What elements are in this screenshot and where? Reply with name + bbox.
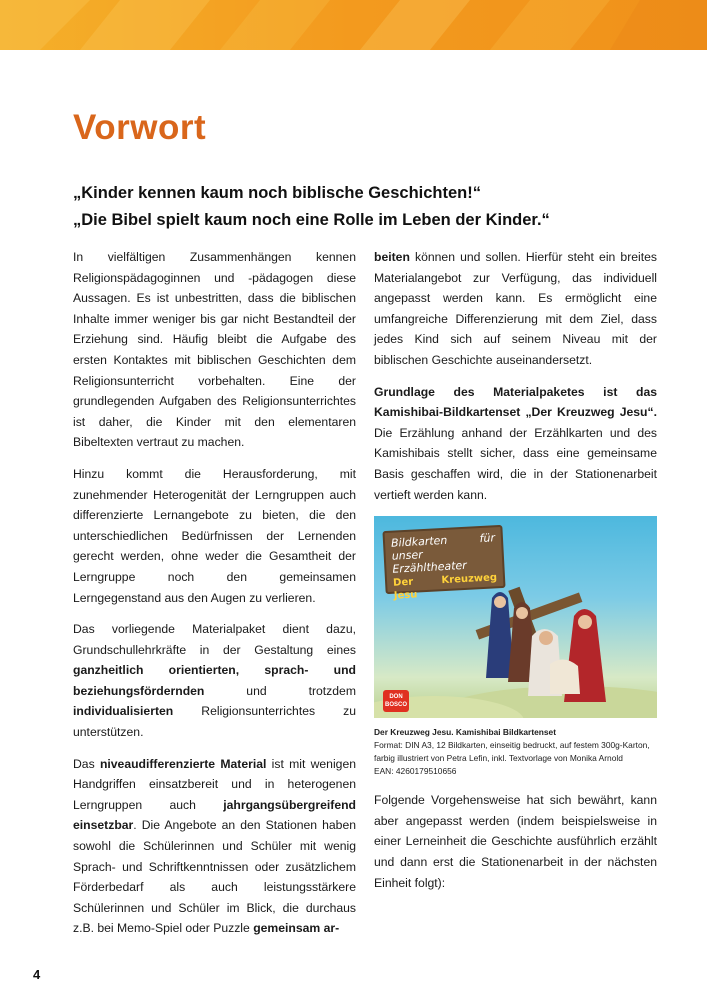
bold-text: individualisierten [73, 704, 174, 719]
paragraph: Folgende Vorgehensweise hat sich bewährt, kann aber angepasst werden (indem beispielsweise in einer Lerneinheit die Geschichte ausführlich erzählt und dann erst die Stationenarbeit in der nächsten Einheit folgt): [374, 793, 657, 890]
caption-line: EAN: 4260179510656 [374, 766, 457, 777]
cover-title-board [382, 525, 505, 602]
text-run: . Die Angebote an den Stationen haben sowohl die Schülerinnen und Schüler mit wenig Sprach- und Schriftkenntnissen oder zusätzlichem Förderbedarf als auch leistungsstärkere Schülerinnen und Schüler im Blick, die durchaus z.B. bei Memo-Spiel oder Puzzle [73, 818, 356, 936]
cover-title-line: Erzähltheater [392, 558, 468, 576]
paragraph [374, 247, 657, 371]
paragraph [73, 754, 356, 939]
paragraph [73, 619, 356, 743]
page-title: Vorwort [73, 108, 207, 147]
paragraph [374, 382, 657, 506]
caption-line: farbig illustriert von Petra Lefin, inkl. Textvorlage von Monika Arnold [374, 753, 623, 764]
caption-line: Format: DIN A3, 12 Bildkarten, einseitig bedruckt, auf festem 300g-Karton, [374, 740, 650, 751]
bold-text: Grundlage des Materialpaketes ist das Kamishibai-Bildkartenset „Der Kreuzweg Jesu“. [374, 384, 657, 420]
intro-quotes [73, 180, 653, 234]
paragraph: Hinzu kommt die Herausforderung, mit zunehmender Heterogenität der Lerngruppen auch differenzierte Lernangebote zu bieten, die den unterschiedlichen Bedürfnissen der Lernenden gerecht werden, ohne weder die Gesamtheit der Lerngruppe noch den gemeinsamen Lerngegenstand aus den Augen zu verlieren. [73, 466, 356, 605]
bold-text: niveaudifferenzierte Material [99, 756, 267, 771]
left-column [73, 247, 356, 950]
text-run: ist mit wenigen Handgriffen einsatzbereit und in heterogenen Lerngruppen auch [73, 756, 357, 812]
bold-text: jahrgangsübergreifend einsetzbar [73, 797, 356, 833]
right-column [374, 247, 657, 904]
image-caption [374, 726, 657, 778]
logo-text: DON [389, 694, 403, 701]
text-run: können und sollen. Hierfür steht ein breites Materialangebot zur Verfügung, das individuell angepasst werden kann. Es ermöglicht eine umfangreiche Differenzierung mit dem Ziel, dass jedes Kind sich auf seinem Niveau mit der biblischen Geschichte auseinandersetzt. [374, 250, 657, 367]
page-number: 4 [33, 967, 41, 982]
cover-subtitle: Der Kreuzweg Jesu [392, 572, 498, 602]
text-run: Das [73, 756, 100, 771]
text-run: Religionsunterrichtes zu unterstützen. [73, 704, 356, 740]
publisher-logo [383, 690, 409, 712]
text-run: Die Erzählung anhand der Erzählkarten und des Kamishibais stellt sicher, dass eine gemeinsame Basis geschaffen wird, die in der Stationenarbeit vertieft werden kann. [374, 425, 657, 502]
bold-text: beiten [374, 250, 410, 264]
header-banner [0, 0, 707, 50]
cover-title-line: Bildkarten für unser [390, 531, 496, 563]
paragraph: In vielfältigen Zusammenhängen kennen Religionspädagoginnen und -pädagogen diese Aussagen. Es ist unbestritten, dass die biblischen Inhalte immer weniger bis gar nicht Bestandteil der Erziehung sind. Häufig bleibt die Aufgabe des ersten Kontaktes mit biblischen Geschichten dem Religionsunterricht vorbehalten. Eine der grundlegenden Aufgaben des Religionsunterrichtes ist daher, die Kinder mit den elementaren Bibeltexten vertraut zu machen. [73, 250, 356, 450]
quote-line: „Kinder kennen kaum noch biblische Geschichten!“ [73, 184, 482, 202]
bold-text: gemeinsam ar- [253, 921, 340, 936]
banner-pattern [0, 0, 707, 50]
text-run: und trotzdem [204, 683, 356, 698]
text-run: Das vorliegende Materialpaket dient dazu, Grundschullehrkräfte in der Gestaltung eines [73, 622, 356, 657]
quote-line: „Die Bibel spielt kaum noch eine Rolle im Leben der Kinder.“ [73, 211, 550, 229]
bold-text: ganzheitlich orientierten, sprach- und beziehungsfördernden [73, 663, 356, 698]
cover-image [374, 516, 657, 718]
logo-text: BOSCO [384, 702, 407, 709]
caption-title: Der Kreuzweg Jesu. Kamishibai Bildkartenset [374, 727, 556, 738]
